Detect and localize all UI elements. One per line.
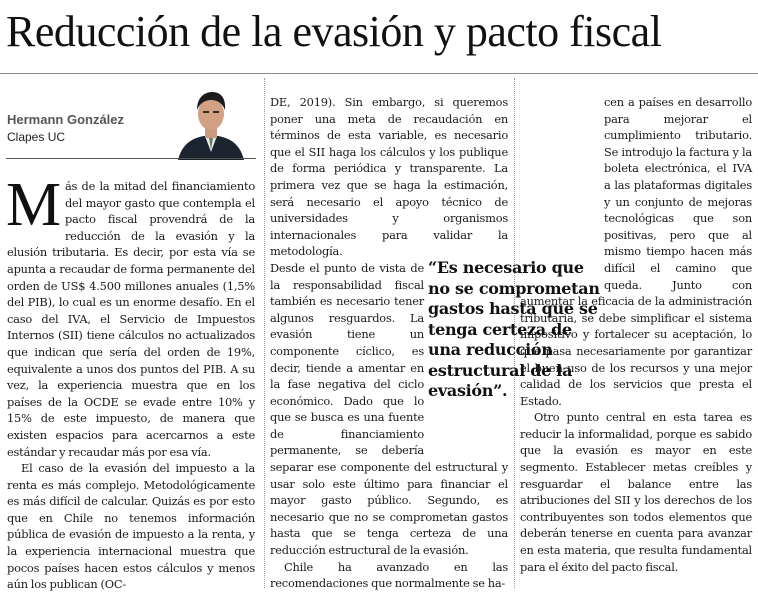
paragraph: DE, 2019). Sin embargo, si queremos poner una meta de recaudación en términos de esta variable, es necesario que el SII haga los cálculos y los publique de forma periódica y transparente. La primera vez que se haga la estimación, será necesario el apoyo técnico de universidades y organismos internacionales para validar la metodología. xyxy=(270,95,508,259)
byline-rule xyxy=(6,158,256,159)
paragraph: El caso de la evasión del impuesto a la renta es más complejo. Metodológicamente es más difícil de calcular. Quizás es por esto que en Chile no tenemos información pública de evasión de impuesto a la renta, y la experiencia internacional muestra que pocos países hacen estos cálculos y menos aún los publican (OC- xyxy=(7,461,255,592)
paragraph: Otro punto central en esta tarea es reducir la informalidad, porque es sabido que la evasión es mayor en este segmento. Establecer metas creíbles y resguardar el balance entre las atribuciones del SII y los derechos de los contribuyentes son todos elementos que deberán tenerse en cuenta para avanzar en esta materia, que resulta fundamental para el éxito del pacto fiscal. xyxy=(520,410,752,574)
article-column-1 xyxy=(6,171,255,592)
paragraph: ás de la mitad del financiamiento del mayor gasto que contempla el pacto fiscal provendrá de la reducción de la evasión y la elusión tributaria. Es decir, por esta vía se apunta a recaudar de forma permanente del orden de US$ 4.500 millones anuales (1,5% del PIB), lo cual es un enorme desafío. En el caso del IVA, el Servicio de Impuestos Internos (SII) tiene cálculos no actualizados que indican que sería del orden de 19%, equivalente a unos dos puntos del PIB. A su vez, la experiencia muestra que en los países de la OCDE se evade entre 10% y 15% de este impuesto, de manera que existen espacios para acercarnos a este estándar y recaudar más por esa vía. xyxy=(7,179,255,459)
paragraph: Desde el punto de vista de la responsabilidad fiscal también es necesario tener algunos resguardos. La evasión tiene un componente cíclico, es decir, tiende a amentar en la fase negativa del ciclo económico. Dado que lo que se busca es una fuente de financiamiento permanente, se debería separar ese componente del estructural y usar solo este último para financiar el mayor gasto público. Segundo, es necesario que no se comprometan gastos hasta que se tenga certeza de una reducción estructural de la evasión. xyxy=(270,260,508,558)
pull-quote: “Es necesario que no se comprometan gastos hasta que se tenga certeza de una reducción estructural de la evasión”. xyxy=(428,258,600,400)
headline: Reducción de la evasión y pacto fiscal xyxy=(6,7,662,56)
author-name: Hermann González xyxy=(7,112,125,127)
paragraph: cen a países en desarrollo para mejorar el cumplimiento tributario. Se introdujo la factura y la boleta electrónica, el IVA a las plataformas digitales y un conjunto de mejoras tecnológicas que son positivas, pero que al mismo tiempo hacen más difícil el camino que queda. Junto con aumentar la eficacia de la administración tributaria, se debe simplificar el sistema impositivo y fortalecer su aceptación, lo que pasa necesariamente por garantizar el buen uso de los recursos y una mejor calidad de los servicios que presta el Estado. xyxy=(520,95,752,408)
header-rule xyxy=(0,73,758,74)
paragraph: Chile ha avanzado en las recomendaciones que normalmente se ha- xyxy=(270,559,508,591)
column-divider xyxy=(264,78,265,588)
author-affiliation: Clapes UC xyxy=(7,130,66,144)
author-photo xyxy=(176,84,246,160)
drop-cap: M xyxy=(6,171,61,239)
